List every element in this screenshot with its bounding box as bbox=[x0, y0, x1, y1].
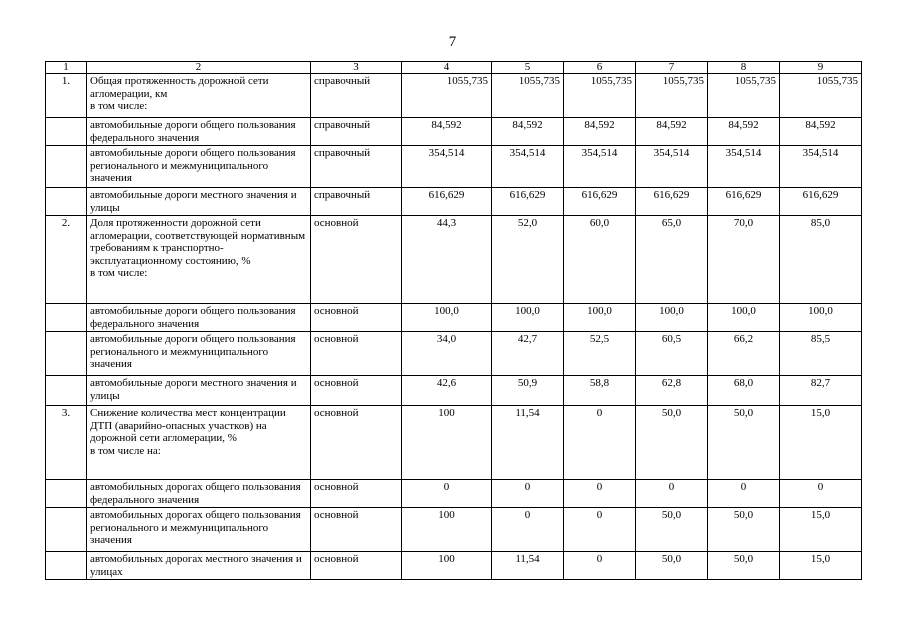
column-number-9: 9 bbox=[780, 62, 862, 74]
value-cell: 0 bbox=[564, 552, 636, 580]
value-cell: 52,5 bbox=[564, 332, 636, 376]
value-cell: 1055,735 bbox=[402, 74, 492, 118]
value-cell: 15,0 bbox=[780, 508, 862, 552]
value-cell: 100,0 bbox=[402, 304, 492, 332]
indicator-name: автомобильные дороги местного значения и улицы bbox=[87, 376, 311, 406]
value-cell: 0 bbox=[564, 406, 636, 480]
value-cell: 616,629 bbox=[780, 188, 862, 216]
indicator-name: автомобильные дороги общего пользования регионального и межмуниципального значения bbox=[87, 332, 311, 376]
value-cell: 0 bbox=[564, 480, 636, 508]
table-row bbox=[46, 188, 862, 216]
table-row bbox=[46, 304, 862, 332]
row-number bbox=[46, 552, 87, 580]
indicator-name: автомобильные дороги общего пользования федерального значения bbox=[87, 118, 311, 146]
value-cell: 34,0 bbox=[402, 332, 492, 376]
table-row bbox=[46, 146, 862, 188]
value-cell: 354,514 bbox=[636, 146, 708, 188]
indicator-name: автомобильные дороги местного значения и улицы bbox=[87, 188, 311, 216]
value-cell: 100,0 bbox=[780, 304, 862, 332]
value-cell: 58,8 bbox=[564, 376, 636, 406]
value-cell: 84,592 bbox=[780, 118, 862, 146]
value-cell: 50,0 bbox=[708, 552, 780, 580]
value-cell: 100 bbox=[402, 406, 492, 480]
value-cell: 354,514 bbox=[492, 146, 564, 188]
value-cell: 82,7 bbox=[780, 376, 862, 406]
value-cell: 354,514 bbox=[402, 146, 492, 188]
value-cell: 100,0 bbox=[492, 304, 564, 332]
indicator-name: автомобильные дороги общего пользования федерального значения bbox=[87, 304, 311, 332]
value-cell: 84,592 bbox=[492, 118, 564, 146]
indicator-type: справочный bbox=[311, 146, 402, 188]
indicator-name: Снижение количества мест концентрации ДТП (аварийно-опасных участков) на дорожной сети агломерации, % в том числе на: bbox=[87, 406, 311, 480]
value-cell: 60,0 bbox=[564, 216, 636, 304]
value-cell: 85,5 bbox=[780, 332, 862, 376]
indicator-type: основной bbox=[311, 304, 402, 332]
value-cell: 354,514 bbox=[708, 146, 780, 188]
indicator-type: справочный bbox=[311, 74, 402, 118]
column-number-6: 6 bbox=[564, 62, 636, 74]
indicator-type: основной bbox=[311, 508, 402, 552]
indicator-name: Доля протяженности дорожной сети агломерации, соответствующей нормативным требованиям к транспортно-эксплуатационному состоянию, % в том числе: bbox=[87, 216, 311, 304]
value-cell: 100,0 bbox=[564, 304, 636, 332]
value-cell: 50,0 bbox=[708, 508, 780, 552]
value-cell: 85,0 bbox=[780, 216, 862, 304]
row-number bbox=[46, 480, 87, 508]
value-cell: 66,2 bbox=[708, 332, 780, 376]
value-cell: 50,0 bbox=[708, 406, 780, 480]
value-cell: 50,0 bbox=[636, 508, 708, 552]
row-number: 3. bbox=[46, 406, 87, 480]
value-cell: 0 bbox=[492, 508, 564, 552]
indicator-type: основной bbox=[311, 552, 402, 580]
column-number-5: 5 bbox=[492, 62, 564, 74]
value-cell: 100 bbox=[402, 552, 492, 580]
value-cell: 0 bbox=[564, 508, 636, 552]
indicator-type: справочный bbox=[311, 188, 402, 216]
row-number bbox=[46, 332, 87, 376]
value-cell: 68,0 bbox=[708, 376, 780, 406]
table-row bbox=[46, 74, 862, 118]
value-cell: 100 bbox=[402, 508, 492, 552]
row-number bbox=[46, 304, 87, 332]
value-cell: 616,629 bbox=[402, 188, 492, 216]
value-cell: 50,9 bbox=[492, 376, 564, 406]
indicator-type: основной bbox=[311, 376, 402, 406]
value-cell: 44,3 bbox=[402, 216, 492, 304]
table-row bbox=[46, 118, 862, 146]
column-number-4: 4 bbox=[402, 62, 492, 74]
value-cell: 616,629 bbox=[492, 188, 564, 216]
value-cell: 1055,735 bbox=[708, 74, 780, 118]
value-cell: 65,0 bbox=[636, 216, 708, 304]
value-cell: 84,592 bbox=[564, 118, 636, 146]
value-cell: 52,0 bbox=[492, 216, 564, 304]
indicator-type: основной bbox=[311, 216, 402, 304]
value-cell: 100,0 bbox=[636, 304, 708, 332]
table-row bbox=[46, 480, 862, 508]
value-cell: 1055,735 bbox=[780, 74, 862, 118]
value-cell: 1055,735 bbox=[636, 74, 708, 118]
value-cell: 15,0 bbox=[780, 552, 862, 580]
table-row bbox=[46, 406, 862, 480]
value-cell: 0 bbox=[780, 480, 862, 508]
value-cell: 1055,735 bbox=[492, 74, 564, 118]
row-number bbox=[46, 146, 87, 188]
table-row bbox=[46, 552, 862, 580]
table-header-row bbox=[46, 62, 862, 74]
value-cell: 0 bbox=[636, 480, 708, 508]
value-cell: 84,592 bbox=[708, 118, 780, 146]
value-cell: 50,0 bbox=[636, 552, 708, 580]
page-number: 7 bbox=[448, 34, 457, 50]
value-cell: 354,514 bbox=[780, 146, 862, 188]
value-cell: 42,7 bbox=[492, 332, 564, 376]
value-cell: 11,54 bbox=[492, 406, 564, 480]
table-row bbox=[46, 508, 862, 552]
column-number-3: 3 bbox=[311, 62, 402, 74]
row-number: 2. bbox=[46, 216, 87, 304]
value-cell: 1055,735 bbox=[564, 74, 636, 118]
indicators-table bbox=[45, 61, 862, 580]
row-number bbox=[46, 376, 87, 406]
indicator-type: основной bbox=[311, 406, 402, 480]
indicator-name: автомобильных дорогах общего пользования федерального значения bbox=[87, 480, 311, 508]
table-row bbox=[46, 376, 862, 406]
indicator-name: автомобильных дорогах общего пользования регионального и межмуниципального значения bbox=[87, 508, 311, 552]
value-cell: 0 bbox=[708, 480, 780, 508]
row-number bbox=[46, 188, 87, 216]
row-number bbox=[46, 508, 87, 552]
indicator-type: основной bbox=[311, 332, 402, 376]
value-cell: 616,629 bbox=[708, 188, 780, 216]
value-cell: 11,54 bbox=[492, 552, 564, 580]
column-number-2: 2 bbox=[87, 62, 311, 74]
indicator-name: автомобильных дорогах местного значения и улицах bbox=[87, 552, 311, 580]
row-number: 1. bbox=[46, 74, 87, 118]
indicator-name: Общая протяженность дорожной сети агломерации, км в том числе: bbox=[87, 74, 311, 118]
column-number-1: 1 bbox=[46, 62, 87, 74]
value-cell: 70,0 bbox=[708, 216, 780, 304]
value-cell: 62,8 bbox=[636, 376, 708, 406]
value-cell: 616,629 bbox=[636, 188, 708, 216]
column-number-7: 7 bbox=[636, 62, 708, 74]
table-row bbox=[46, 332, 862, 376]
value-cell: 15,0 bbox=[780, 406, 862, 480]
value-cell: 60,5 bbox=[636, 332, 708, 376]
indicator-type: справочный bbox=[311, 118, 402, 146]
value-cell: 616,629 bbox=[564, 188, 636, 216]
indicator-name: автомобильные дороги общего пользования регионального и межмуниципального значения bbox=[87, 146, 311, 188]
table-row bbox=[46, 216, 862, 304]
value-cell: 0 bbox=[492, 480, 564, 508]
value-cell: 84,592 bbox=[402, 118, 492, 146]
value-cell: 50,0 bbox=[636, 406, 708, 480]
indicator-type: основной bbox=[311, 480, 402, 508]
value-cell: 42,6 bbox=[402, 376, 492, 406]
value-cell: 354,514 bbox=[564, 146, 636, 188]
row-number bbox=[46, 118, 87, 146]
value-cell: 0 bbox=[402, 480, 492, 508]
value-cell: 84,592 bbox=[636, 118, 708, 146]
value-cell: 100,0 bbox=[708, 304, 780, 332]
column-number-8: 8 bbox=[708, 62, 780, 74]
